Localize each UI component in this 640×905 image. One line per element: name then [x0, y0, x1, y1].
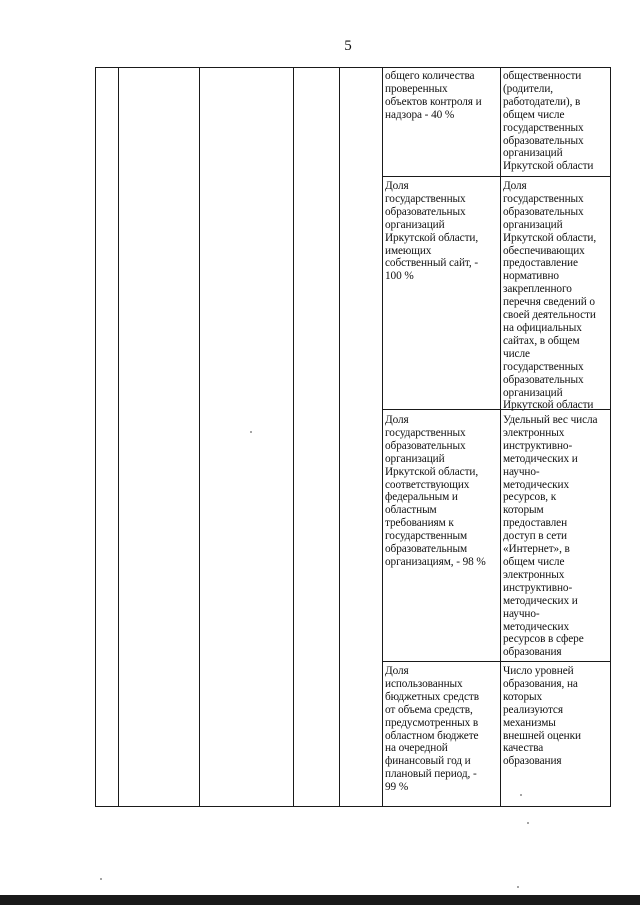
indicators-table — [95, 67, 611, 807]
column-divider — [199, 68, 200, 806]
scan-speck — [527, 822, 529, 824]
scan-speck — [517, 886, 519, 888]
table-cell-indicator: Доля использованных бюджетных средств от объема средств, предусмотренных в областном бюджете на очередной финансовый год и плановый период, - 99 % — [385, 665, 479, 794]
table-cell-target: Удельный вес числа электронных инструктивно- методических и научно- методических ресурсов, к которым предоставлен доступ в сети «Интернет», в общем числе электронных инструктивно- методических и научно- методических ресурсов в сфере образования — [503, 414, 598, 659]
table-cell-indicator: Доля государственных образовательных организаций Иркутской области, соответствующих федеральным и областным требованиям к государственным образовательным организациям, - 98 % — [385, 414, 486, 568]
scan-speck — [520, 794, 522, 796]
row-divider — [382, 661, 610, 662]
page-number: 5 — [344, 38, 352, 54]
table-cell-target: Число уровней образования, на которых реализуются механизмы внешней оценки качества образования — [503, 665, 581, 768]
scan-bottom-edge — [0, 895, 640, 905]
table-cell-indicator: общего количества проверенных объектов контроля и надзора - 40 % — [385, 70, 482, 121]
column-divider — [118, 68, 119, 806]
column-divider — [382, 68, 383, 806]
scan-speck — [250, 431, 252, 433]
scan-speck — [100, 878, 102, 880]
table-cell-indicator: Доля государственных образовательных организаций Иркутской области, имеющих собственный сайт, - 100 % — [385, 180, 479, 283]
row-divider — [382, 176, 610, 177]
column-divider — [293, 68, 294, 806]
table-cell-target: общественности (родители, работодатели), в общем числе государственных образовательных организаций Иркутской области — [503, 70, 594, 173]
table-cell-target: Доля государственных образовательных организаций Иркутской области, обеспечивающих предоставление нормативно закрепленного перечня сведений о своей деятельности на официальных сайтах, в общем числе государственных образовательных организаций Иркутской области — [503, 180, 597, 412]
column-divider — [339, 68, 340, 806]
